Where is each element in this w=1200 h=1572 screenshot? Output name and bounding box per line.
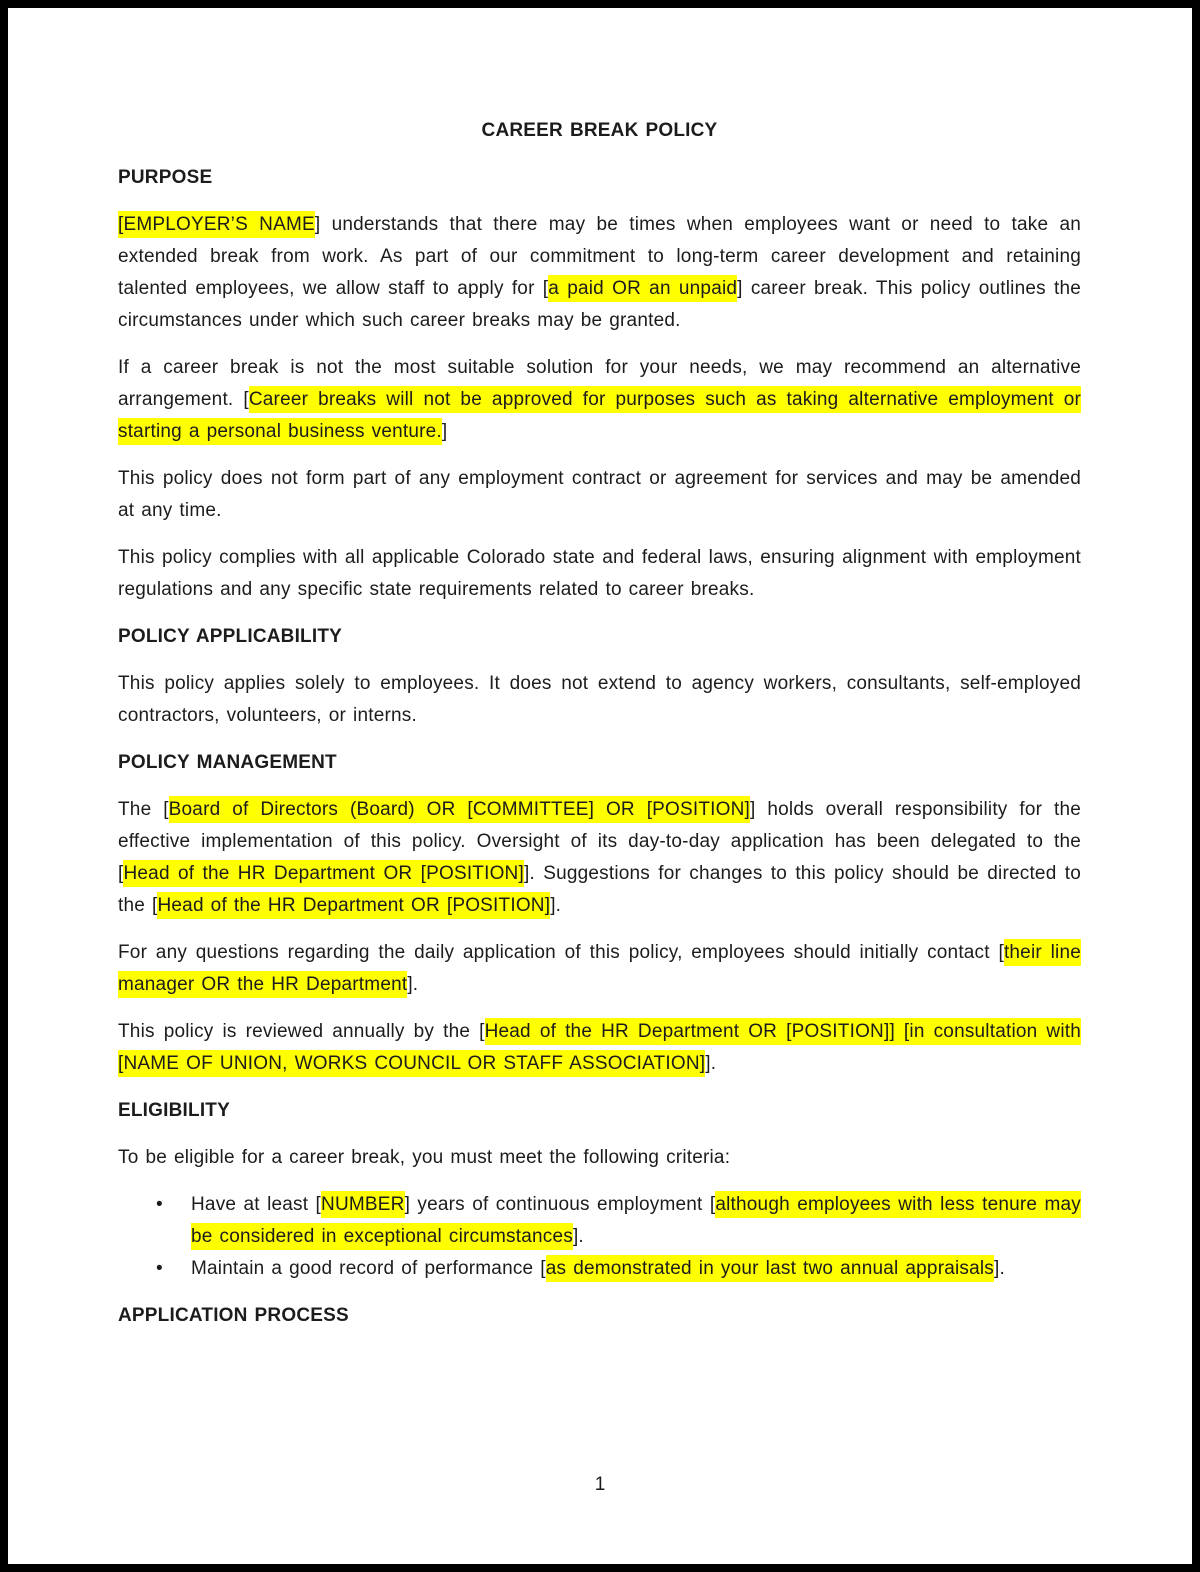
- text-run: ] understands that there may be times when employees want or need to take an extended break from work. As part of our commitment to long-term career development and retaining talented employees, we allow staff to apply for [: [118, 214, 1081, 299]
- highlighted-text: Board of Directors (Board) OR [COMMITTEE] OR [POSITION]: [169, 796, 750, 823]
- text-run: ].: [705, 1053, 717, 1074]
- section-heading-eligibility: [118, 1095, 1081, 1127]
- paragraph-daily-questions: [118, 937, 1081, 1001]
- text-run: ].: [572, 1226, 584, 1247]
- bullet-item: [118, 1189, 1081, 1253]
- section-heading-purpose: [118, 162, 1081, 194]
- section-heading-policy-applicability: [118, 621, 1081, 653]
- highlighted-text: although employees with less tenure may be considered in exceptional circumstances: [191, 1191, 1081, 1250]
- text-run: ].: [407, 974, 419, 995]
- paragraph-management-responsibility: [118, 794, 1081, 922]
- page-number: 1: [594, 1474, 606, 1495]
- text-run: ].: [994, 1258, 1005, 1279]
- text-run: This policy complies with all applicable Colorado state and federal laws, ensuring alignment with employment regulations and any specific state requirements related to career breaks.: [118, 547, 1081, 600]
- paragraph-eligibility-intro: [118, 1142, 1081, 1174]
- text-run: Have at least [: [191, 1194, 322, 1215]
- text-run: POLICY MANAGEMENT: [118, 752, 337, 773]
- text-run: ]. Suggestions for changes to this policy should be directed to the [: [118, 863, 1081, 916]
- text-run: Maintain a good record of performance [: [191, 1258, 546, 1279]
- text-run: ] years of continuous employment [: [404, 1194, 716, 1215]
- text-run: PURPOSE: [118, 167, 213, 188]
- text-run: For any questions regarding the daily application of this policy, employees should initially contact [: [118, 942, 1004, 963]
- text-run: ] holds overall responsibility for the effective implementation of this policy. Oversight of its day-to-day application has been delegated to the [: [118, 799, 1081, 884]
- highlighted-text: as demonstrated in your last two annual appraisals: [546, 1255, 994, 1282]
- text-run: ].: [550, 895, 562, 916]
- paragraph-annual-review: [118, 1016, 1081, 1080]
- text-run: APPLICATION PROCESS: [118, 1305, 349, 1326]
- paragraph-legal-compliance: [118, 542, 1081, 606]
- document-title: [118, 115, 1081, 147]
- text-run: CAREER BREAK POLICY: [481, 120, 718, 141]
- highlighted-text: [EMPLOYER’S NAME: [118, 211, 315, 238]
- section-heading-policy-management: [118, 747, 1081, 779]
- text-run: ] career break. This policy outlines the circumstances under which such career breaks may be granted.: [118, 278, 1081, 331]
- text-run: This policy applies solely to employees. It does not extend to agency workers, consultants, self-employed contractors, volunteers, or interns.: [118, 673, 1081, 726]
- document-content: [118, 115, 1081, 1332]
- highlighted-text: NUMBER: [321, 1191, 405, 1218]
- bullet-item: [118, 1253, 1081, 1285]
- text-run: ]: [441, 421, 448, 442]
- paragraph-not-contractual: [118, 463, 1081, 527]
- text-run: To be eligible for a career break, you must meet the following criteria:: [118, 1147, 731, 1168]
- eligibility-criteria-list: [118, 1189, 1081, 1285]
- text-run: This policy does not form part of any employment contract or agreement for services and may be amended at any time.: [118, 468, 1081, 521]
- text-run: If a career break is not the most suitable solution for your needs, we may recommend an alternative arrangement. [: [118, 357, 1081, 410]
- paragraph-alternative-arrangement: [118, 352, 1081, 448]
- section-heading-application-process: [118, 1300, 1081, 1332]
- text-run: The [: [118, 799, 169, 820]
- highlighted-text: Head of the HR Department OR [POSITION]] [in consultation with [NAME OF UNION, WORKS COUNCIL OR STAFF ASSOCIATION]: [118, 1018, 1081, 1077]
- text-run: POLICY APPLICABILITY: [118, 626, 343, 647]
- highlighted-text: a paid OR an unpaid: [548, 275, 737, 302]
- text-run: This policy is reviewed annually by the [: [118, 1021, 485, 1042]
- highlighted-text: Head of the HR Department OR [POSITION]: [157, 892, 550, 919]
- text-run: ELIGIBILITY: [118, 1100, 230, 1121]
- highlighted-text: their line manager OR the HR Department: [118, 939, 1081, 998]
- paragraph-purpose-intro: [118, 209, 1081, 337]
- highlighted-text: Head of the HR Department OR [POSITION]: [123, 860, 523, 887]
- highlighted-text: Career breaks will not be approved for purposes such as taking alternative employment or starting a personal business venture.: [118, 386, 1081, 445]
- paragraph-applicability: [118, 668, 1081, 732]
